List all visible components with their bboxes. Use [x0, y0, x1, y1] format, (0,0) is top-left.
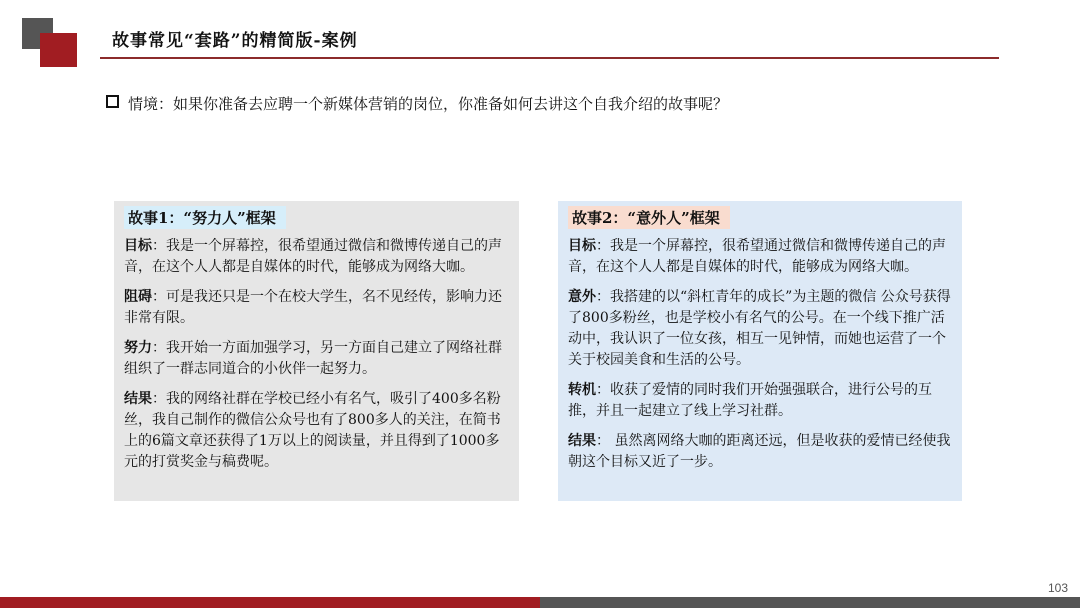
footer-bar-red — [0, 597, 540, 608]
story2-goal: 目标：我是一个屏幕控，很希望通过微信和微博传递自己的声音，在这个人人都是自媒体的时代，能够成为网络大咖。 — [568, 238, 946, 275]
scenario-line — [106, 93, 728, 114]
story2-turning-point: 转机：收获了爱情的同时我们开始强强联合，进行公号的互推，并且一起建立了线上学习社群。 — [568, 382, 932, 419]
square-bullet-icon — [106, 95, 119, 108]
story2-accident: 意外：我搭建的以“斜杠青年的成长”为主题的微信 公众号获得了800多粉丝，也是学校小有名气的公号。在一个线下推广活动中，我认识了一位女孩，相互一见钟情，而她也运营了一个关于校园美食和生活的公号。 — [568, 289, 951, 368]
story2-title: 故事2：“意外人”框架 — [568, 206, 730, 229]
story2-card — [558, 201, 962, 501]
story1-goal: 目标：我是一个屏幕控，很希望通过微信和微博传递自己的声音，在这个人人都是自媒体的时代，能够成为网络大咖。 — [124, 238, 502, 275]
page-title: 故事常见“套路”的精简版-案例 — [112, 31, 358, 51]
page-number: 103 — [1047, 581, 1068, 595]
scenario-text: 情境：如果你准备去应聘一个新媒体营销的岗位，你准备如何去讲这个自我介绍的故事呢？ — [128, 95, 729, 113]
story1-effort: 努力：我开始一方面加强学习，另一方面自己建立了网络社群组织了一群志同道合的小伙伴一起努力。 — [124, 340, 502, 377]
story2-result: 结果： 虽然离网络大咖的距离还远，但是收获的爱情已经使我朝这个目标又近了一步。 — [568, 433, 951, 470]
title-divider — [100, 57, 999, 59]
story1-result: 结果：我的网络社群在学校已经小有名气，吸引了400多名粉丝，我自己制作的微信公众号也有了800多人的关注，在简书上的6篇文章还获得了1万以上的阅读量，并且得到了1000多元的打赏奖金与稿费呢。 — [124, 391, 501, 470]
story1-title: 故事1：“努力人”框架 — [124, 206, 286, 229]
footer-bar-gray — [540, 597, 1080, 608]
story1-card — [114, 201, 519, 501]
story1-obstacle: 阻碍：可是我还只是一个在校大学生，名不见经传，影响力还非常有限。 — [124, 289, 502, 326]
logo-red-square — [40, 33, 77, 67]
